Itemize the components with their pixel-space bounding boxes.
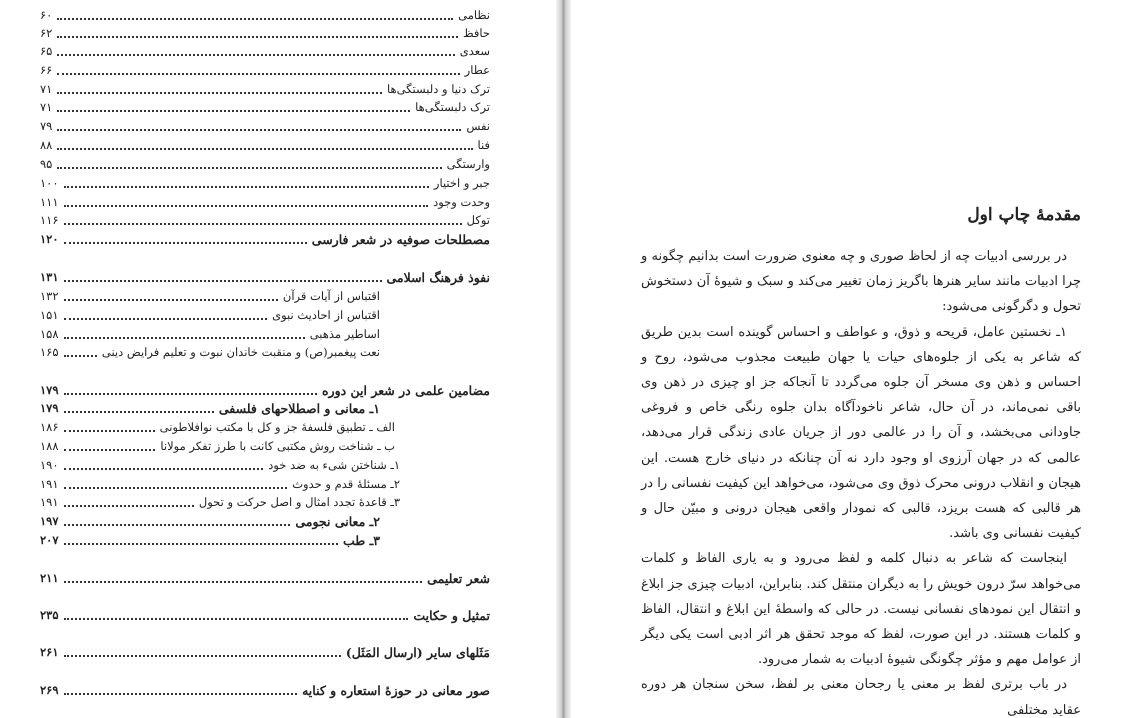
toc-page-number: ۶۶ xyxy=(40,63,53,77)
toc-page-number: ۷۹ xyxy=(40,119,53,133)
toc-entry xyxy=(40,456,400,474)
toc-entry-title: ۳ـ قاعدهٔ تجدد امثال و اصل حرکت و تحول xyxy=(198,495,400,509)
toc-page-number: ۹۵ xyxy=(40,157,53,171)
toc-entry xyxy=(40,80,490,98)
toc-page-number: ۱۹۰ xyxy=(40,458,59,472)
toc-page-number: ۲۱۱ xyxy=(40,571,59,585)
toc-entry xyxy=(40,6,490,24)
toc-leader-dots xyxy=(64,543,339,545)
toc-entry-title: اقتباس از احادیث نبوی xyxy=(272,308,380,322)
toc-leader-dots xyxy=(57,129,461,131)
toc-entry-title: مَثَلهای سایر (ارسال المَثَل) xyxy=(345,644,490,660)
toc-page-number: ۱۱۱ xyxy=(40,195,59,209)
toc-leader-dots xyxy=(64,430,155,432)
toc-entry xyxy=(40,193,490,211)
toc-entry-title: توکل xyxy=(466,213,490,227)
toc-page-number: ۱۰۰ xyxy=(40,176,59,190)
toc-entry-title: مضامین علمی در شعر این دوره xyxy=(322,382,490,398)
toc-entry xyxy=(40,493,400,511)
toc-entry-title: نظامی xyxy=(458,8,490,22)
toc-entry xyxy=(40,174,490,192)
toc-entry-title: صور معانی در حوزهٔ استعاره و کنایه xyxy=(302,682,490,698)
toc-entry-title: نفوذ فرهنگ اسلامی xyxy=(386,269,490,285)
toc-entry-title: وارستگی xyxy=(446,157,490,171)
toc-leader-dots xyxy=(64,242,307,244)
toc-page-number: ۱۲۰ xyxy=(40,232,59,246)
toc-entry xyxy=(40,24,490,42)
toc-page-number: ۱۷۹ xyxy=(40,383,59,397)
paragraph: ۱ـ نخستین عامل، قریحه و ذوق، و عواطف و احساس گوینده است بدین طریق که شاعر به یکی از جلوه‌های حیات یا جهان طبیعت مجذوب می‌شود، روح و احساس و ذهن وی مسخر آن جلوه می‌گردد تا آنجاکه جز او چیزی در ذهن وی باقی نمی‌ماند، در آن حال، شاعر ناخودآگاه بدان جلوه رنگی خاص و فروغی جاودانی می‌بخشد، و آن را در عالمی دور از جریان عادی زندگی قرار می‌دهد، عالمی که در جهان آرزوی او وجود دارد نه آن چنانکه در دنیای خارج هست. این هیجان و انقلاب درونی محرک ذوق وی می‌شود، می‌خواهد این کیفیت نفسانی را در هر قالبی که هست بریزد، قالبی که نمودار واقعی هیجان درونی و مبیّن حال و کیفیت نفسانی وی باشد. xyxy=(641,324,1081,542)
toc-entry-title: شعر تعلیمی xyxy=(427,570,490,586)
toc-entry xyxy=(40,306,380,324)
toc-leader-dots xyxy=(64,618,409,620)
toc-leader-dots xyxy=(64,505,194,507)
toc-leader-dots xyxy=(57,18,453,20)
toc-entry xyxy=(40,61,490,79)
toc-page-number: ۸۸ xyxy=(40,138,53,152)
toc-entry-title: ۱ـ شناختن شیء به ضد خود xyxy=(268,458,400,472)
paragraph: در بررسی ادبیات چه از لحاظ صوری و چه معنوی ضرورت است بدانیم چگونه و چرا ادبیات مانند سایر هنرها باگریز زمان تغییر می‌کند و سبک و شیوهٔ آن دستخوش تحول و دگرگونی می‌شود: xyxy=(641,249,1081,315)
preface-page xyxy=(571,0,1123,718)
toc-page-number: ۲۳۵ xyxy=(40,608,59,622)
toc-entry-title: نفس xyxy=(466,119,490,133)
toc-entry-title: ۲ـ معانی نجومی xyxy=(295,513,380,529)
toc-leader-dots xyxy=(64,449,156,451)
toc-entry-title: اساطیر مذهبی xyxy=(309,327,380,341)
toc-page-number: ۱۵۱ xyxy=(40,308,59,322)
toc-entry xyxy=(40,287,380,305)
toc-leader-dots xyxy=(57,110,410,112)
toc-entry-title: مصطلحات صوفیه در شعر فارسی xyxy=(311,231,490,247)
toc-entry-title: الف ـ تطبیق فلسفهٔ جز و کل با مکتب نوافلاطونی xyxy=(159,420,395,434)
toc-entry-title: وحدت وجود xyxy=(433,195,490,209)
paragraph: اینجاست که شاعر به دنبال کلمه و لفظ می‌رود و به یاری الفاظ و کلمات می‌خواهد سرّ درون خویش را به دیگران منتقل کند. بنابراین، ادبیات چیزی جز ابلاغ و انتقال این نمودهای نفسانی نیست. در حالی که واسطهٔ این ابلاغ و انتقال، الفاظ و کلمات هستند. در این صورت، لفظ که موجد تحقق هر اثر ادبی است یکی دیگر از عوامل مهم و مؤثر چگونگی شیوهٔ ادبیات به شمار می‌رود. xyxy=(641,551,1081,668)
toc-page-number: ۶۰ xyxy=(40,8,53,22)
toc-leader-dots xyxy=(57,73,459,75)
toc-leader-dots xyxy=(57,92,382,94)
toc-entry xyxy=(40,136,490,154)
toc-leader-dots xyxy=(64,693,298,695)
toc-entry xyxy=(40,606,490,624)
preface-body xyxy=(641,244,1081,718)
toc-leader-dots xyxy=(57,36,458,38)
section-title: مقدمهٔ چاپ اول xyxy=(967,205,1081,225)
toc-page-number: ۱۶۵ xyxy=(40,345,59,359)
toc-leader-dots xyxy=(57,167,441,169)
toc-entry-title: سعدی xyxy=(459,44,490,58)
toc-entry-title: عطار xyxy=(464,63,490,77)
toc-page-number: ۱۹۷ xyxy=(40,514,59,528)
toc-entry xyxy=(40,437,395,455)
book-gutter xyxy=(556,0,571,718)
toc-page-number: ۶۲ xyxy=(40,26,53,40)
toc-entry-title: ۲ـ مسئلهٔ قدم و حدوث xyxy=(292,477,400,491)
toc-entry-title: ترک دنیا و دلبستگی‌ها xyxy=(387,82,490,96)
toc-page-number: ۱۹۱ xyxy=(40,477,59,491)
toc-leader-dots xyxy=(64,223,462,225)
toc-entry xyxy=(40,343,380,361)
toc-page-number: ۶۵ xyxy=(40,44,53,58)
toc-page-number: ۱۹۱ xyxy=(40,495,59,509)
toc-page-number: ۱۷۹ xyxy=(40,401,59,415)
toc-entry-title: اقتباس از آیات قرآن xyxy=(282,289,380,303)
toc-page-number: ۱۳۲ xyxy=(40,289,59,303)
toc-entry xyxy=(40,643,490,661)
toc-entry-title: ۱ـ معانی و اصطلاحهای فلسفی xyxy=(218,400,380,416)
toc-page-number: ۱۸۸ xyxy=(40,439,59,453)
toc-entry-title: ب ـ شناخت روش مکتبی کانت با طرز تفکر مولانا xyxy=(160,439,395,453)
toc-leader-dots xyxy=(64,393,317,395)
toc-entry xyxy=(40,98,490,116)
toc-page-number: ۱۸۶ xyxy=(40,420,59,434)
toc-entry xyxy=(40,325,380,343)
toc-leader-dots xyxy=(64,299,278,301)
toc-leader-dots xyxy=(64,337,305,339)
toc-entry xyxy=(40,42,490,60)
toc-entry xyxy=(40,418,395,436)
toc-page-number: ۲۰۷ xyxy=(40,533,59,547)
toc-entry-title: جبر و اختیار xyxy=(433,176,490,190)
toc-entry xyxy=(40,512,380,530)
toc-entry xyxy=(40,268,490,286)
toc-leader-dots xyxy=(64,487,288,489)
toc-entry xyxy=(40,399,380,417)
toc-page-number: ۲۶۹ xyxy=(40,683,59,697)
toc-page-number: ۷۱ xyxy=(40,100,53,114)
toc-leader-dots xyxy=(64,411,214,413)
toc-entry-title: ۳ـ طب xyxy=(343,532,380,548)
toc-leader-dots xyxy=(64,581,423,583)
toc-leader-dots xyxy=(64,655,341,657)
toc-entry xyxy=(40,475,400,493)
toc-leader-dots xyxy=(64,355,97,357)
toc-entry-title: تمثیل و حکایت xyxy=(413,607,490,623)
toc-entry xyxy=(40,531,380,549)
toc-leader-dots xyxy=(64,186,429,188)
toc-page-number: ۲۶۱ xyxy=(40,645,59,659)
toc-entry xyxy=(40,569,490,587)
toc-leader-dots xyxy=(64,318,268,320)
toc-page-number: ۷۱ xyxy=(40,82,53,96)
toc-page-number: ۱۳۱ xyxy=(40,270,59,284)
toc-entry xyxy=(40,211,490,229)
toc-leader-dots xyxy=(57,54,454,56)
toc-leader-dots xyxy=(64,468,264,470)
toc-leader-dots xyxy=(64,280,382,282)
paragraph: در باب برتری لفظ بر معنی یا رجحان معنی بر لفظ، سخن سنجان هر دوره عقاید مختلفی xyxy=(641,677,1081,718)
toc-entry-title: نعت پیغمبر(ص) و منقبت خاندان نبوت و تعلیم فرایض دینی xyxy=(101,345,380,359)
toc-page-number: ۱۱۶ xyxy=(40,213,59,227)
toc-leader-dots xyxy=(64,205,429,207)
toc-leader-dots xyxy=(64,524,291,526)
toc-page-number: ۱۵۸ xyxy=(40,327,59,341)
toc-entry xyxy=(40,230,490,248)
toc-entry-title: حافظ xyxy=(462,26,490,40)
toc-entry xyxy=(40,381,490,399)
toc-entry xyxy=(40,681,490,699)
toc-entry xyxy=(40,117,490,135)
table-of-contents-page xyxy=(0,0,556,718)
toc-entry-title: ترک دلبستگی‌ها xyxy=(415,100,490,114)
toc-leader-dots xyxy=(57,148,472,150)
toc-entry xyxy=(40,155,490,173)
toc-entry-title: فنا xyxy=(477,138,490,152)
